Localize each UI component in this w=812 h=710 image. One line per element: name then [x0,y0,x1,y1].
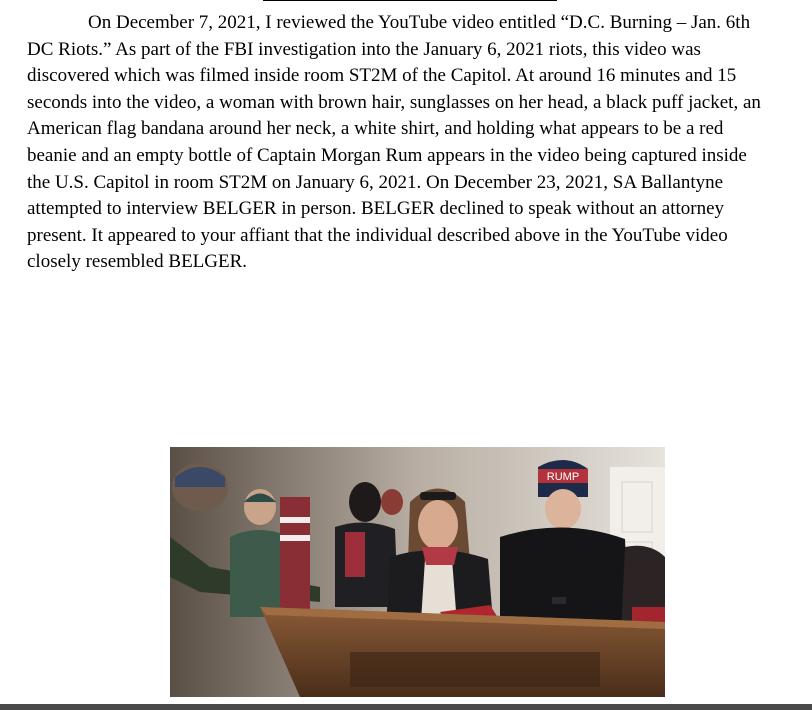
paragraph-line: seconds into the video, a woman with brown hair, sunglasses on her head, a black puff jacket, an [27,91,761,113]
page-bottom-edge [0,704,812,710]
phone [552,597,566,604]
person-beanie-face [545,489,581,529]
video-still-image [170,447,665,697]
desk-panel [350,652,600,687]
person-masked-head [349,482,381,522]
video-still-illustration [170,447,665,697]
flag-bandana [422,547,458,565]
paragraph-line: discovered which was filmed inside room ST2M of the Capitol. At around 16 minutes and 15 [27,65,737,87]
paragraph-line: the U.S. Capitol in room ST2M on January 6, 2021. On December 23, 2021, SA Ballantyne [27,171,724,193]
paragraph-line: On December 7, 2021, I reviewed the YouTube video entitled “D.C. Burning – Jan. 6th [88,12,751,33]
top-rule [263,0,557,1]
paragraph-line: DC Riots.” As part of the FBI investigation into the January 6, 2021 riots, this video was [27,38,701,60]
flag-pole-figure [280,497,310,617]
beanie-text: RUMP [546,471,580,483]
flag-bandana-small [345,532,365,577]
person-back-head [381,489,403,515]
person-center-face [418,500,458,550]
body-paragraph [27,10,787,276]
flag-stripe [280,535,310,541]
paragraph-line: beanie and an empty bottle of Captain Morgan Rum appears in the video being captured inside [27,144,747,166]
paragraph-line: present. It appeared to your affiant that the individual described above in the YouTube video [27,224,728,246]
sunglasses [420,492,456,500]
paragraph-line: closely resembled BELGER. [27,251,248,273]
flag-stripe [280,517,310,523]
paragraph-line: attempted to interview BELGER in person. BELGER declined to speak without an attorney [27,198,725,220]
paragraph-line: American flag bandana around her neck, a white shirt, and holding what appears to be a red [27,118,724,140]
